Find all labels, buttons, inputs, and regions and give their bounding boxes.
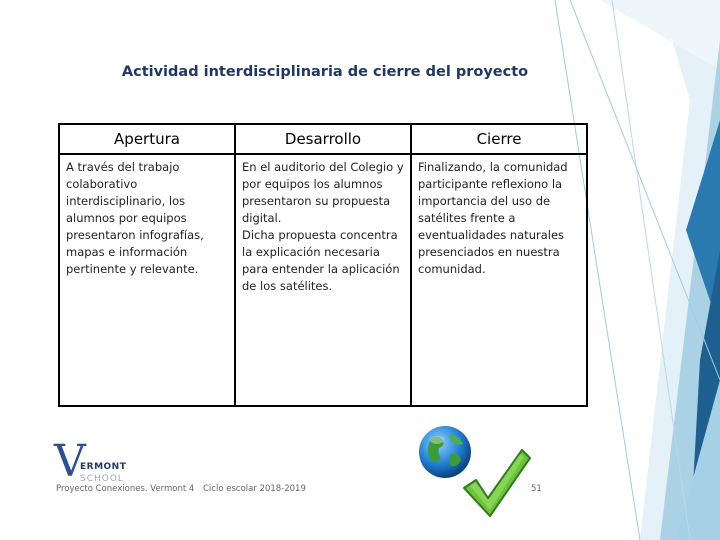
checkmark-icon — [460, 446, 532, 520]
footer-page-number: 51 — [531, 484, 542, 494]
cell-apertura: A través del trabajo colaborativo interdisciplinario, los alumnos por equipos presentaron infografías, mapas e información pertinente y relevante. — [59, 154, 235, 406]
logo-name: ERMONT — [80, 462, 127, 472]
slide-title: Actividad interdisciplinaria de cierre del proyecto — [121, 64, 529, 80]
header-apertura: Apertura — [59, 124, 235, 154]
footer-project: Proyecto Conexiones. Vermont 4 — [56, 484, 195, 494]
activity-table — [58, 123, 588, 407]
cell-cierre: Finalizando, la comunidad participante reflexiono la importancia del uso de satélites frente a eventualidades naturales presenciados en nuestra comunidad. — [411, 154, 587, 406]
logo-mark: V — [54, 436, 86, 487]
table-row — [59, 154, 587, 406]
cell-desarrollo: En el auditorio del Colegio y por equipos los alumnos presentaron su propuesta digital. Dicha propuesta concentra la explicación necesaria para entender la aplicación de los satélites. — [235, 154, 411, 406]
header-cierre: Cierre — [411, 124, 587, 154]
table-header-row — [59, 124, 587, 154]
header-desarrollo: Desarrollo — [235, 124, 411, 154]
logo-subtitle: SCHOOL — [80, 474, 124, 484]
footer-school-year: Ciclo escolar 2018-2019 — [203, 484, 306, 494]
